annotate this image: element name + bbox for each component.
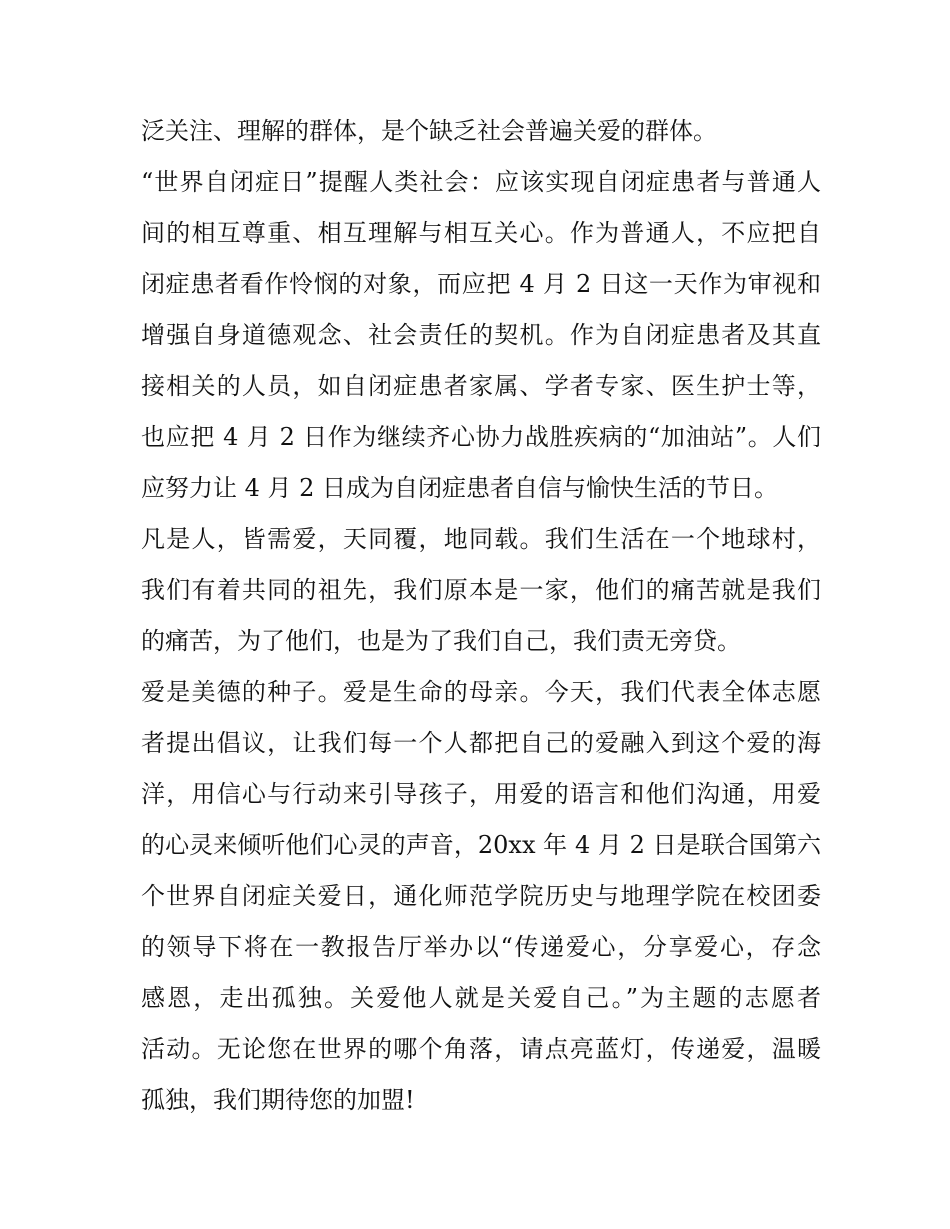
text-line: 者提出倡议，让我们每一个人都把自己的爱融入到这个爱的海 (141, 729, 821, 757)
text-line: 活动。无论您在世界的哪个角落，请点亮蓝灯，传递爱，温暖 (141, 1035, 821, 1063)
text-line: 的痛苦，为了他们，也是为了我们自己，我们责无旁贷。 (141, 627, 741, 655)
text-line: 我们有着共同的祖先，我们原本是一家，他们的痛苦就是我们 (141, 576, 821, 604)
text-line: 凡是人，皆需爱，天同覆，地同载。我们生活在一个地球村， (141, 525, 821, 553)
document-body (141, 106, 821, 1126)
text-line: 感恩，走出孤独。关爱他人就是关爱自己。”为主题的志愿者 (141, 984, 821, 1012)
text-line: 间的相互尊重、相互理解与相互关心。作为普通人，不应把自 (141, 219, 821, 247)
text-line: 洋，用信心与行动来引导孩子，用爱的语言和他们沟通，用爱 (141, 780, 821, 808)
text-line: 闭症患者看作怜悯的对象，而应把 4 月 2 日这一天作为审视和 (141, 270, 821, 298)
text-line: 也应把 4 月 2 日作为继续齐心协力战胜疾病的“加油站”。人们 (141, 423, 821, 451)
text-line: 泛关注、理解的群体，是个缺乏社会普遍关爱的群体。 (141, 117, 717, 145)
text-line: 爱是美德的种子。爱是生命的母亲。今天，我们代表全体志愿 (141, 678, 821, 706)
text-line: 个世界自闭症关爱日，通化师范学院历史与地理学院在校团委 (141, 882, 821, 910)
text-line: 接相关的人员，如自闭症患者家属、学者专家、医生护士等， (141, 372, 821, 400)
text-line: 的心灵来倾听他们心灵的声音，20xx 年 4 月 2 日是联合国第六 (141, 831, 821, 859)
text-line: “世界自闭症日”提醒人类社会：应该实现自闭症患者与普通人 (141, 168, 821, 196)
text-line: 应努力让 4 月 2 日成为自闭症患者自信与愉快生活的节日。 (141, 474, 779, 502)
text-line: 增强自身道德观念、社会责任的契机。作为自闭症患者及其直 (141, 321, 821, 349)
text-line: 孤独，我们期待您的加盟! (141, 1086, 415, 1114)
text-line: 的领导下将在一教报告厅举办以“传递爱心，分享爱心，存念 (141, 933, 821, 961)
